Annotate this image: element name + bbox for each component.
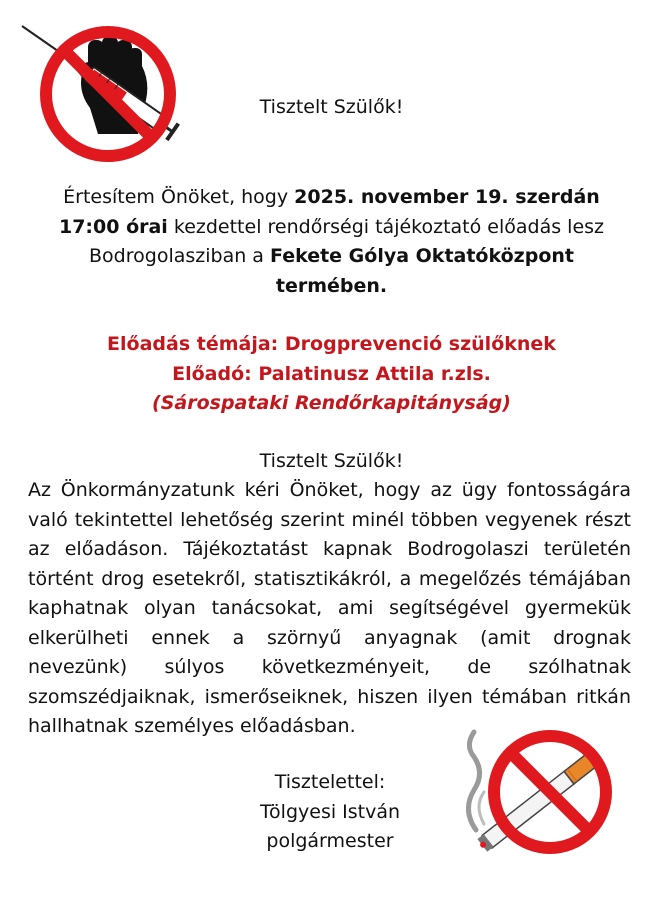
- lecture-theme: Előadás témája: Drogprevenció szülőknek: [107, 333, 556, 355]
- intro-text-1: Értesítem Önöket, hogy: [63, 186, 295, 208]
- no-smoking-icon: [458, 720, 623, 860]
- greeting-mid: Tisztelt Szülők!: [259, 450, 404, 472]
- intro-paragraph: [44, 183, 619, 301]
- body-paragraph: Az Önkormányzatunk kéri Önöket, hogy az ügy fontosságára való tekintettel lehetőség szerint minél többen vegyenek részt az előadáson. Tájékoztatást kapnak Bodrogolaszi területén történt drog esetekről, statisztikákról, a megelőzés témájában kaphatnak olyan tanácsokat, ami segítségével gyermekük elkerülheti ennek a szörnyű anyagnak (amit drognak nevezünk) súlyos következményeit, de szólhatnak szomszédjaiknak, ismerőseiknek, hiszen ilyen témában ritkán hallhatnak személyes előadásban.: [28, 479, 631, 737]
- greeting-top: Tisztelt Szülők!: [259, 96, 404, 118]
- no-drugs-icon: [20, 22, 188, 162]
- lecture-info: [0, 330, 663, 419]
- signature-title: polgármester: [266, 830, 394, 852]
- signature-name: Tölgyesi István: [259, 800, 401, 823]
- lecture-agency: (Sárospataki Rendőrkapitányság): [152, 392, 511, 414]
- lecture-speaker: Előadó: Palatinusz Attila r.zls.: [172, 362, 491, 385]
- event-datetime: 2025. november 19. szerdán 17:00 órai: [58, 186, 600, 238]
- event-venue: Fekete Gólya Oktatóközpont termében.: [269, 245, 574, 297]
- signature-block: [230, 768, 430, 857]
- signature-closing: Tisztelettel:: [274, 771, 386, 793]
- intro-text-2: kezdettel rendőrségi tájékoztató előadás lesz Bodrogolasziban a: [89, 215, 605, 267]
